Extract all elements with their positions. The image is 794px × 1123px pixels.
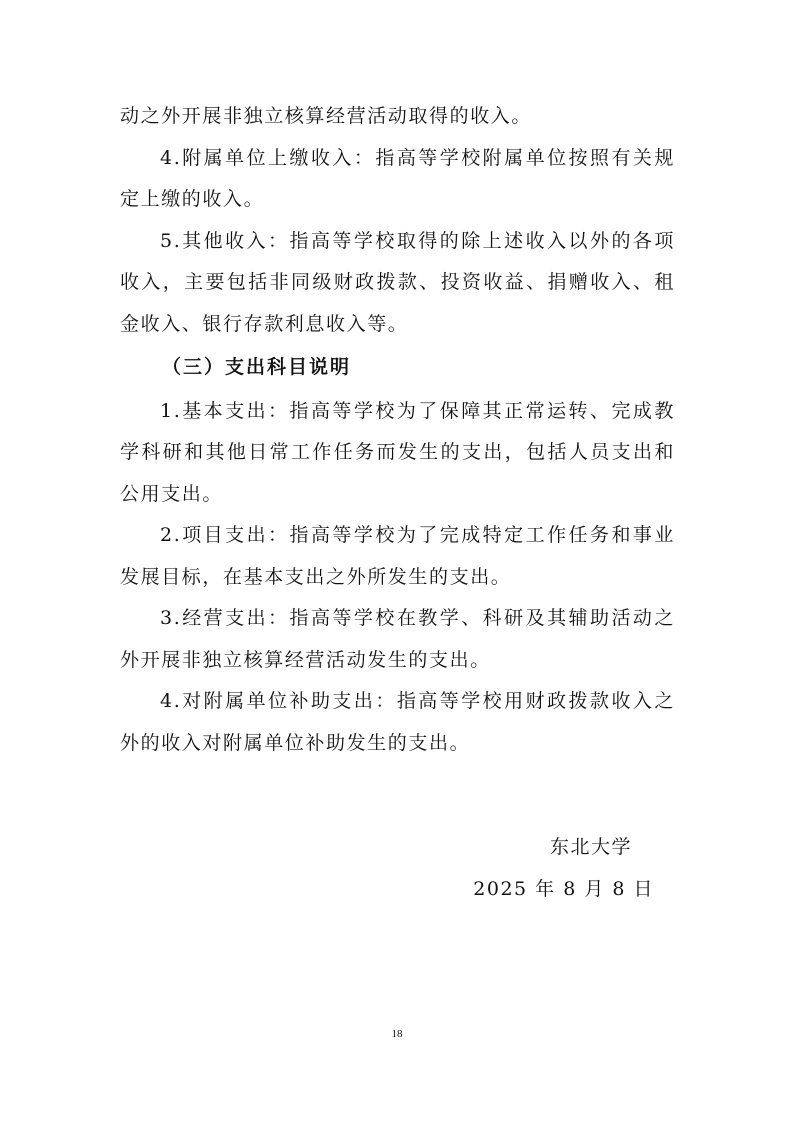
signature-date: 2025 年 8 月 8 日 [473,878,654,900]
signature-block [473,826,654,910]
signature-organization: 东北大学 [549,836,632,858]
paragraph-affiliated-income: 4.附属单位上缴收入：指高等学校附属单位按照有关规定上缴的收入。 [120,146,675,210]
document-body [120,96,675,764]
paragraph-basic-expenditure: 1.基本支出：指高等学校为了保障其正常运转、完成教学科研和其他日常工作任务而发生的支出，包括人员支出和公用支出。 [120,399,675,505]
paragraph-operating-expenditure: 3.经营支出：指高等学校在教学、科研及其辅助活动之外开展非独立核算经营活动发生的支出。 [120,607,675,671]
paragraph-other-income: 5.其他收入：指高等学校取得的除上述收入以外的各项收入，主要包括非同级财政拨款、投资收益、捐赠收入、租金收入、银行存款利息收入等。 [120,229,675,335]
paragraph-project-expenditure: 2.项目支出：指高等学校为了完成特定工作任务和事业发展目标，在基本支出之外所发生的支出。 [120,524,675,588]
section-heading-expenditure: （三）支出科目说明 [162,356,352,378]
paragraph-continuation: 动之外开展非独立核算经营活动取得的收入。 [120,105,533,127]
page-number: 18 [391,1028,403,1040]
paragraph-subsidy-expenditure: 4.对附属单位补助支出：指高等学校用财政拨款收入之外的收入对附属单位补助发生的支出。 [120,690,675,754]
